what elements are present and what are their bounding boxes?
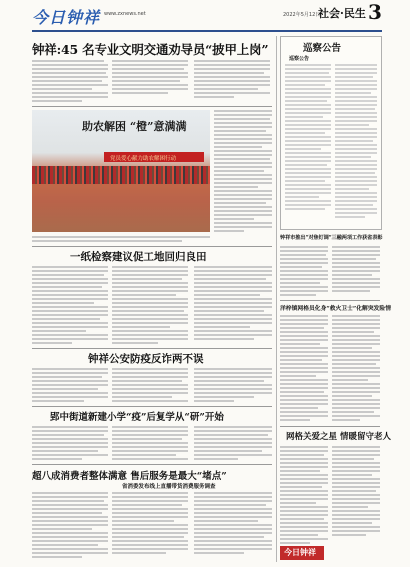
story-headline: 超八成消费者整体满意 售后服务是最大“堵点”: [32, 471, 227, 482]
footer-ad: [280, 546, 324, 560]
photo-sign: 党员爱心献力助农解困行动: [110, 156, 177, 162]
lead-photo: [32, 110, 210, 232]
story-headline: 洋梓镇网格员化身“救火卫士”化解突发险情: [280, 306, 392, 312]
footer-ad-label: 今日钟祥: [284, 547, 316, 557]
masthead-site: www.zxnews.net: [104, 11, 146, 17]
masthead-logo: 今日钟祥: [32, 8, 101, 27]
story-headline: 网格关爱之星 情暖留守老人: [286, 432, 391, 442]
story-headline: 一纸检察建议促工地回归良田: [70, 251, 207, 263]
lead-headline: 钟祥:45 名专业文明交通劝导员“披甲上岗”: [32, 42, 269, 57]
notice-subtitle: 巡察公告: [289, 56, 310, 62]
masthead-date: 2022年5月12日: [283, 12, 321, 18]
story-headline: 钟祥市推出“对焦钉调”三融两项工作获省表彰: [280, 235, 383, 241]
masthead-rule: [32, 30, 382, 32]
story-headline: 钟祥公安防疫反诈两不误: [88, 353, 204, 365]
notice-title: 巡察公告: [303, 43, 342, 54]
story-headline: 郢中街道新建小学“疫”后复学从“研”开始: [50, 412, 224, 423]
masthead-section: 社会·民生: [318, 7, 366, 20]
masthead-page: 3: [368, 0, 382, 24]
photo-crowd: [32, 166, 210, 184]
masthead: [0, 0, 410, 38]
notice-box: [280, 36, 382, 230]
story-subheadline: 省消委发布线上直播带货消费服务调查: [122, 484, 216, 490]
photo-banner: 助农解困 “橙”意满满: [82, 120, 187, 133]
